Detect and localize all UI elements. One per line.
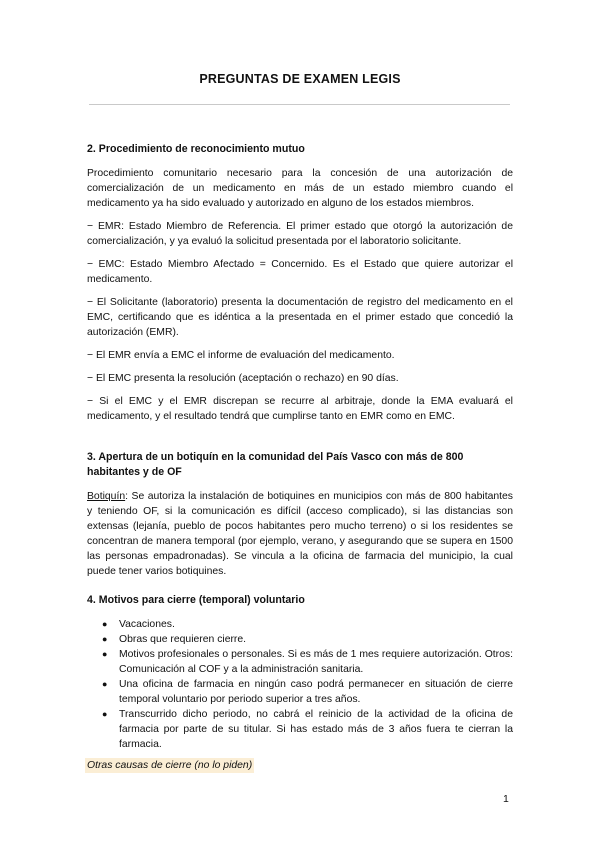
- bullet-icon: ●: [102, 679, 108, 689]
- closure-reasons-list: [87, 617, 513, 752]
- section-2-intro: Procedimiento comunitario necesario para la concesión de una autorización de comercialización de un medicamento en más de un estado miembro cuando el medicamento ya ha sido evaluado y autorizado en alguno de los estados miembros.: [87, 168, 513, 209]
- bullet-icon: ●: [102, 634, 108, 644]
- page-number: 1: [503, 793, 509, 805]
- highlighted-note: Otras causas de cierre (no lo piden): [87, 760, 253, 771]
- section-2-item: − EMR: Estado Miembro de Referencia. El primer estado que otorgó la autorización de comercialización, y ya evaluó la solicitud presentada por el laboratorio solicitante.: [87, 221, 513, 247]
- section-2-heading: 2. Procedimiento de reconocimiento mutuo: [87, 143, 305, 155]
- section-3-paragraph: [87, 489, 513, 579]
- list-item: ● Transcurrido dicho periodo, no cabrá el reinicio de la actividad de la oficina de farmacia por parte de su titular. Si has estado más de 3 años fuera te cierran la farmacia.: [102, 709, 513, 750]
- document-body: [87, 142, 513, 773]
- section-2-item: − El Solicitante (laboratorio) presenta la documentación de registro del medicamento en el EMC, certificando que es idéntica a la presentada en el primer estado que concedió la autorización (EMR).: [87, 297, 513, 338]
- section-2-item: − EMC: Estado Miembro Afectado = Concernido. Es el Estado que quiere autorizar el medicamento.: [87, 259, 513, 285]
- section-2-item: − Si el EMC y el EMR discrepan se recurre al arbitraje, donde la EMA evaluará el medicamento, y el resultado tendrá que cumplirse tanto en EMR como en EMC.: [87, 396, 513, 422]
- section-2-item: − El EMC presenta la resolución (aceptación o rechazo) en 90 días.: [87, 373, 399, 384]
- botiquin-term: Botiquín: [87, 491, 126, 502]
- other-causes-note: [87, 758, 513, 773]
- section-3-heading: 3. Apertura de un botiquín en la comunidad del País Vasco con más de 800 habitantes y de OF: [87, 451, 464, 478]
- section-2-item: − El EMR envía a EMC el informe de evaluación del medicamento.: [87, 350, 395, 361]
- title-divider: [89, 104, 510, 105]
- section-4-heading: 4. Motivos para cierre (temporal) voluntario: [87, 594, 305, 606]
- bullet-icon: ●: [102, 619, 108, 629]
- list-item: ● Vacaciones.: [102, 619, 175, 630]
- list-item: ● Una oficina de farmacia en ningún caso podrá permanecer en situación de cierre temporal voluntario por periodo superior a tres años.: [102, 679, 513, 705]
- section-3-body: : Se autoriza la instalación de botiquines en municipios con más de 800 habitantes y teniendo OF, si la comunicación es difícil (acceso complicado), si las distancias son extensas (lejanía, pueblo de pocos habitantes pero mucho terreno) o si los residentes se concentran de manera temporal (por ejemplo, verano, y asegurando que se supera en 1500 las personas empadronadas). Se vincula a la oficina de farmacia del municipio, la cual puede tener varios botiquines.: [87, 491, 513, 577]
- bullet-icon: ●: [102, 709, 108, 719]
- bullet-icon: ●: [102, 649, 108, 659]
- list-item: ● Motivos profesionales o personales. Si es más de 1 mes requiere autorización. Otros: Comunicación al COF y a la administración sanitaria.: [102, 649, 513, 675]
- document-title: PREGUNTAS DE EXAMEN LEGIS: [199, 72, 401, 86]
- list-item: ● Obras que requieren cierre.: [102, 634, 247, 645]
